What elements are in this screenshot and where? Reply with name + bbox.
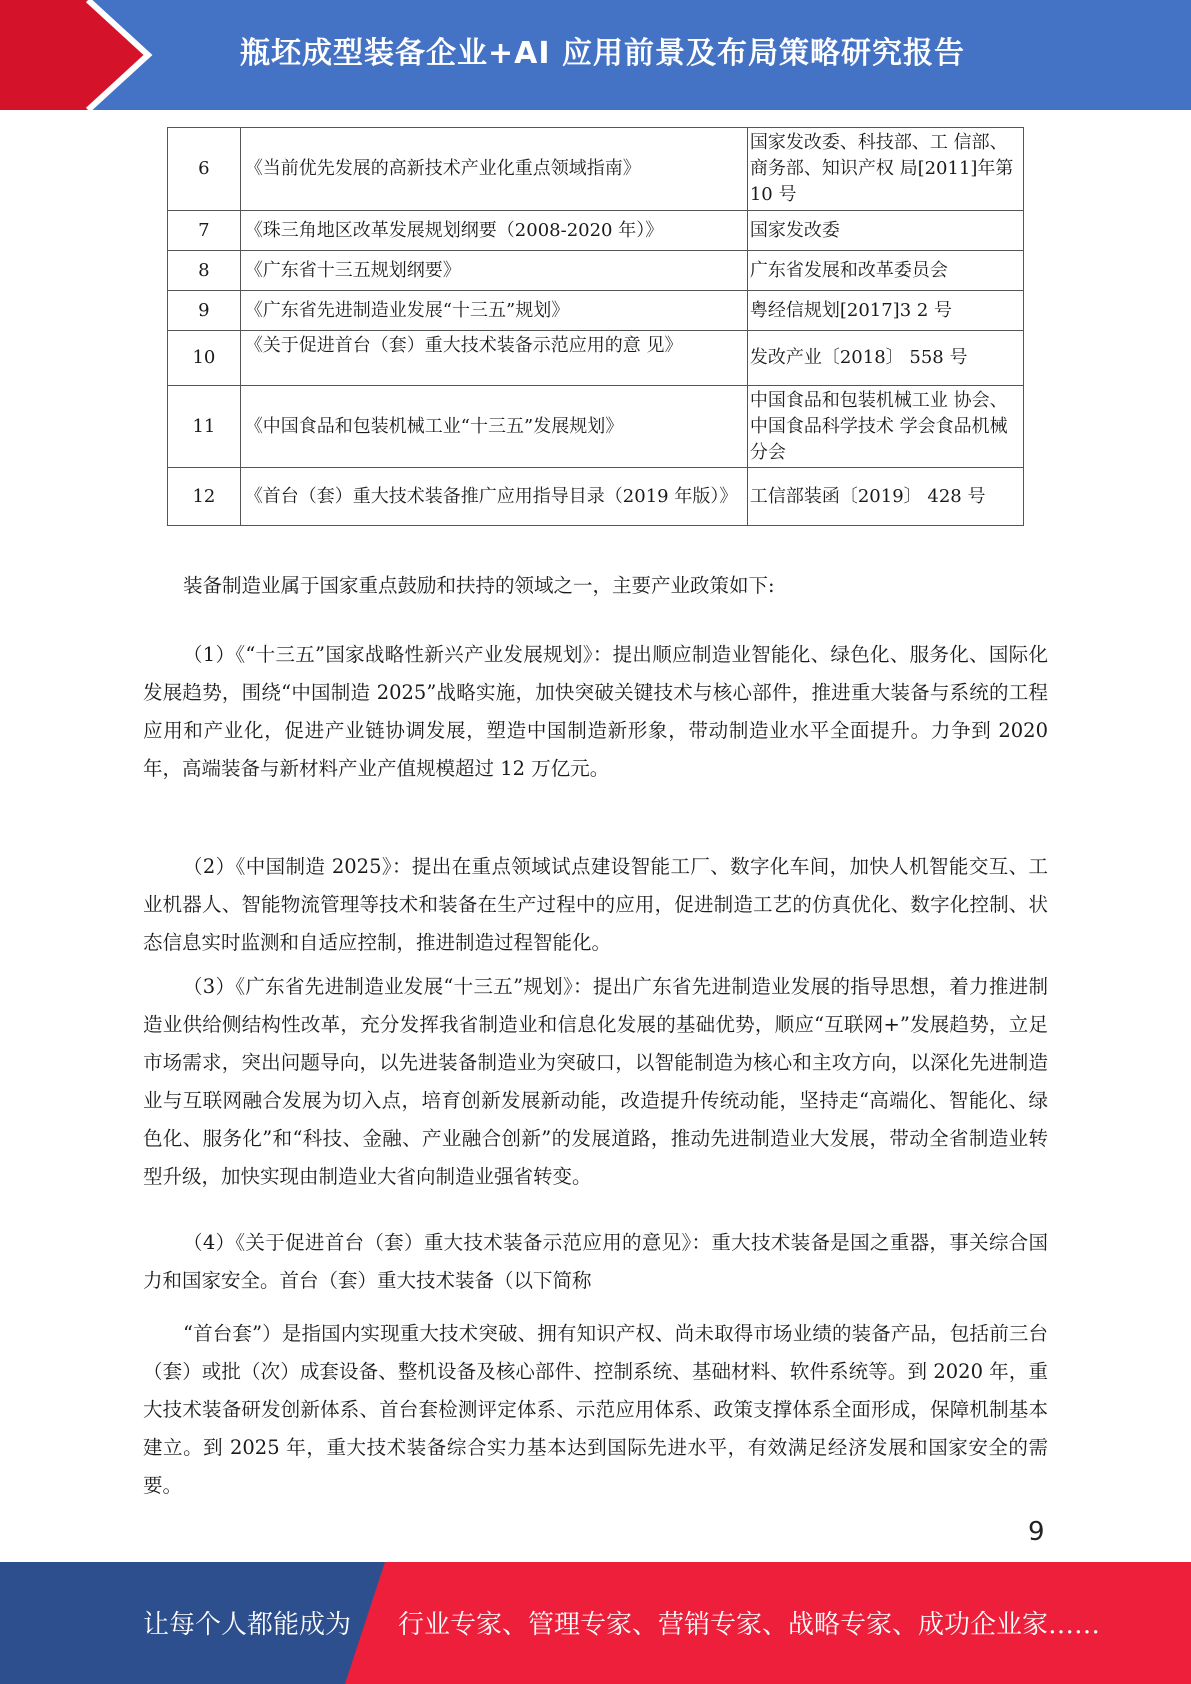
table-row [168,251,1024,291]
policy-paragraph-4: （4）《关于促进首台（套）重大技术装备示范应用的意见》：重大技术装备是国之重器，事关综合国力和国家安全。首台（套）重大技术装备（以下简称 [143,1231,1048,1292]
table-row [168,128,1024,211]
policy-paragraph-2: （2）《中国制造 2025》：提出在重点领域试点建设智能工厂、数字化车间，加快人机智能交互、工业机器人、智能物流管理等技术和装备在生产过程中的应用，促进制造工艺的仿真优化、数字化控制、状态信息实时监测和自适应控制，推进制造过程智能化。 [143,855,1048,954]
report-title: 瓶坯成型装备企业+AI 应用前景及布局策略研究报告 [240,36,965,71]
body-paragraph [143,1315,1048,1505]
policy-table [167,127,1024,526]
policy-title: 《关于促进首台（套）重大技术装备示范应用的意 见》 [240,331,747,386]
body-paragraph [143,567,1048,605]
body-paragraph [143,848,1048,962]
policy-paragraph-1: （1）《“十三五”国家战略性新兴产业发展规划》：提出顺应制造业智能化、绿色化、服务化、国际化发展趋势，围绕“中国制造 2025”战略实施，加快突破关键技术与核心部件，推进重大装备与系统的工程应用和产业化，促进产业链协调发展，塑造中国制造新形象，带动制造业水平全面提升。力争到 2020 年，高端装备与新材料产业产值规模超过 12 万亿元。 [143,643,1048,780]
body-paragraph [143,968,1048,1196]
policy-title: 《广东省十三五规划纲要》 [240,251,747,291]
row-number: 7 [168,211,241,251]
table-row [168,291,1024,331]
intro-paragraph: 装备制造业属于国家重点鼓励和扶持的领域之一，主要产业政策如下: [183,574,775,597]
footer-slogan-left: 让每个人都能成为 [143,1610,352,1640]
row-number: 12 [168,468,241,526]
row-number: 8 [168,251,241,291]
policy-issuer: 中国食品和包装机械工业 协会、中国食品科学技术 学会食品机械分会 [747,386,1023,468]
body-paragraph [143,1224,1048,1300]
table-row [168,331,1024,386]
policy-paragraph-5: “首台套”）是指国内实现重大技术突破、拥有知识产权、尚未取得市场业绩的装备产品，包括前三台（套）或批（次）成套设备、整机设备及核心部件、控制系统、基础材料、软件系统等。到 2020 年，重大技术装备研发创新体系、首台套检测评定体系、示范应用体系、政策支撑体系全面形成，保障机制基本建立。到 2025 年，重大技术装备综合实力基本达到国际先进水平，有效满足经济发展和国家安全的需要。 [143,1322,1048,1497]
policy-title: 《首台（套）重大技术装备推广应用指导目录（2019 年版）》 [240,468,747,526]
body-paragraph [143,636,1048,788]
row-number: 9 [168,291,241,331]
row-number: 11 [168,386,241,468]
policy-issuer: 国家发改委 [747,211,1023,251]
policy-issuer: 国家发改委、科技部、工 信部、商务部、知识产权 局[2011]年第 10 号 [747,128,1023,211]
footer-slogan-right: 行业专家、管理专家、营销专家、战略专家、成功企业家…… [398,1610,1101,1640]
policy-title: 《中国食品和包装机械工业“十三五”发展规划》 [240,386,747,468]
row-number: 6 [168,128,241,211]
policy-issuer: 粤经信规划[2017]3 2 号 [747,291,1023,331]
row-number: 10 [168,331,241,386]
policy-title: 《当前优先发展的高新技术产业化重点领域指南》 [240,128,747,211]
page-header [0,0,1191,110]
page-footer [0,1562,1191,1684]
policy-issuer: 工信部装函〔2019〕 428 号 [747,468,1023,526]
policy-title: 《珠三角地区改革发展规划纲要（2008-2020 年）》 [240,211,747,251]
policy-issuer: 广东省发展和改革委员会 [747,251,1023,291]
policy-paragraph-3: （3）《广东省先进制造业发展“十三五”规划》：提出广东省先进制造业发展的指导思想，着力推进制造业供给侧结构性改革，充分发挥我省制造业和信息化发展的基础优势，顺应“互联网+”发展趋势，立足市场需求，突出问题导向，以先进装备制造业为突破口，以智能制造为核心和主攻方向，以深化先进制造业与互联网融合发展为切入点，培育创新发展新动能，改造提升传统动能，坚持走“高端化、智能化、绿色化、服务化”和“科技、金融、产业融合创新”的发展道路，推动先进制造业大发展，带动全省制造业转型升级，加快实现由制造业大省向制造业强省转变。 [143,975,1048,1188]
policy-issuer: 发改产业〔2018〕 558 号 [747,331,1023,386]
table-row [168,386,1024,468]
table-row [168,211,1024,251]
table-row [168,468,1024,526]
policy-title: 《广东省先进制造业发展“十三五”规划》 [240,291,747,331]
page-number: 9 [1028,1517,1045,1547]
